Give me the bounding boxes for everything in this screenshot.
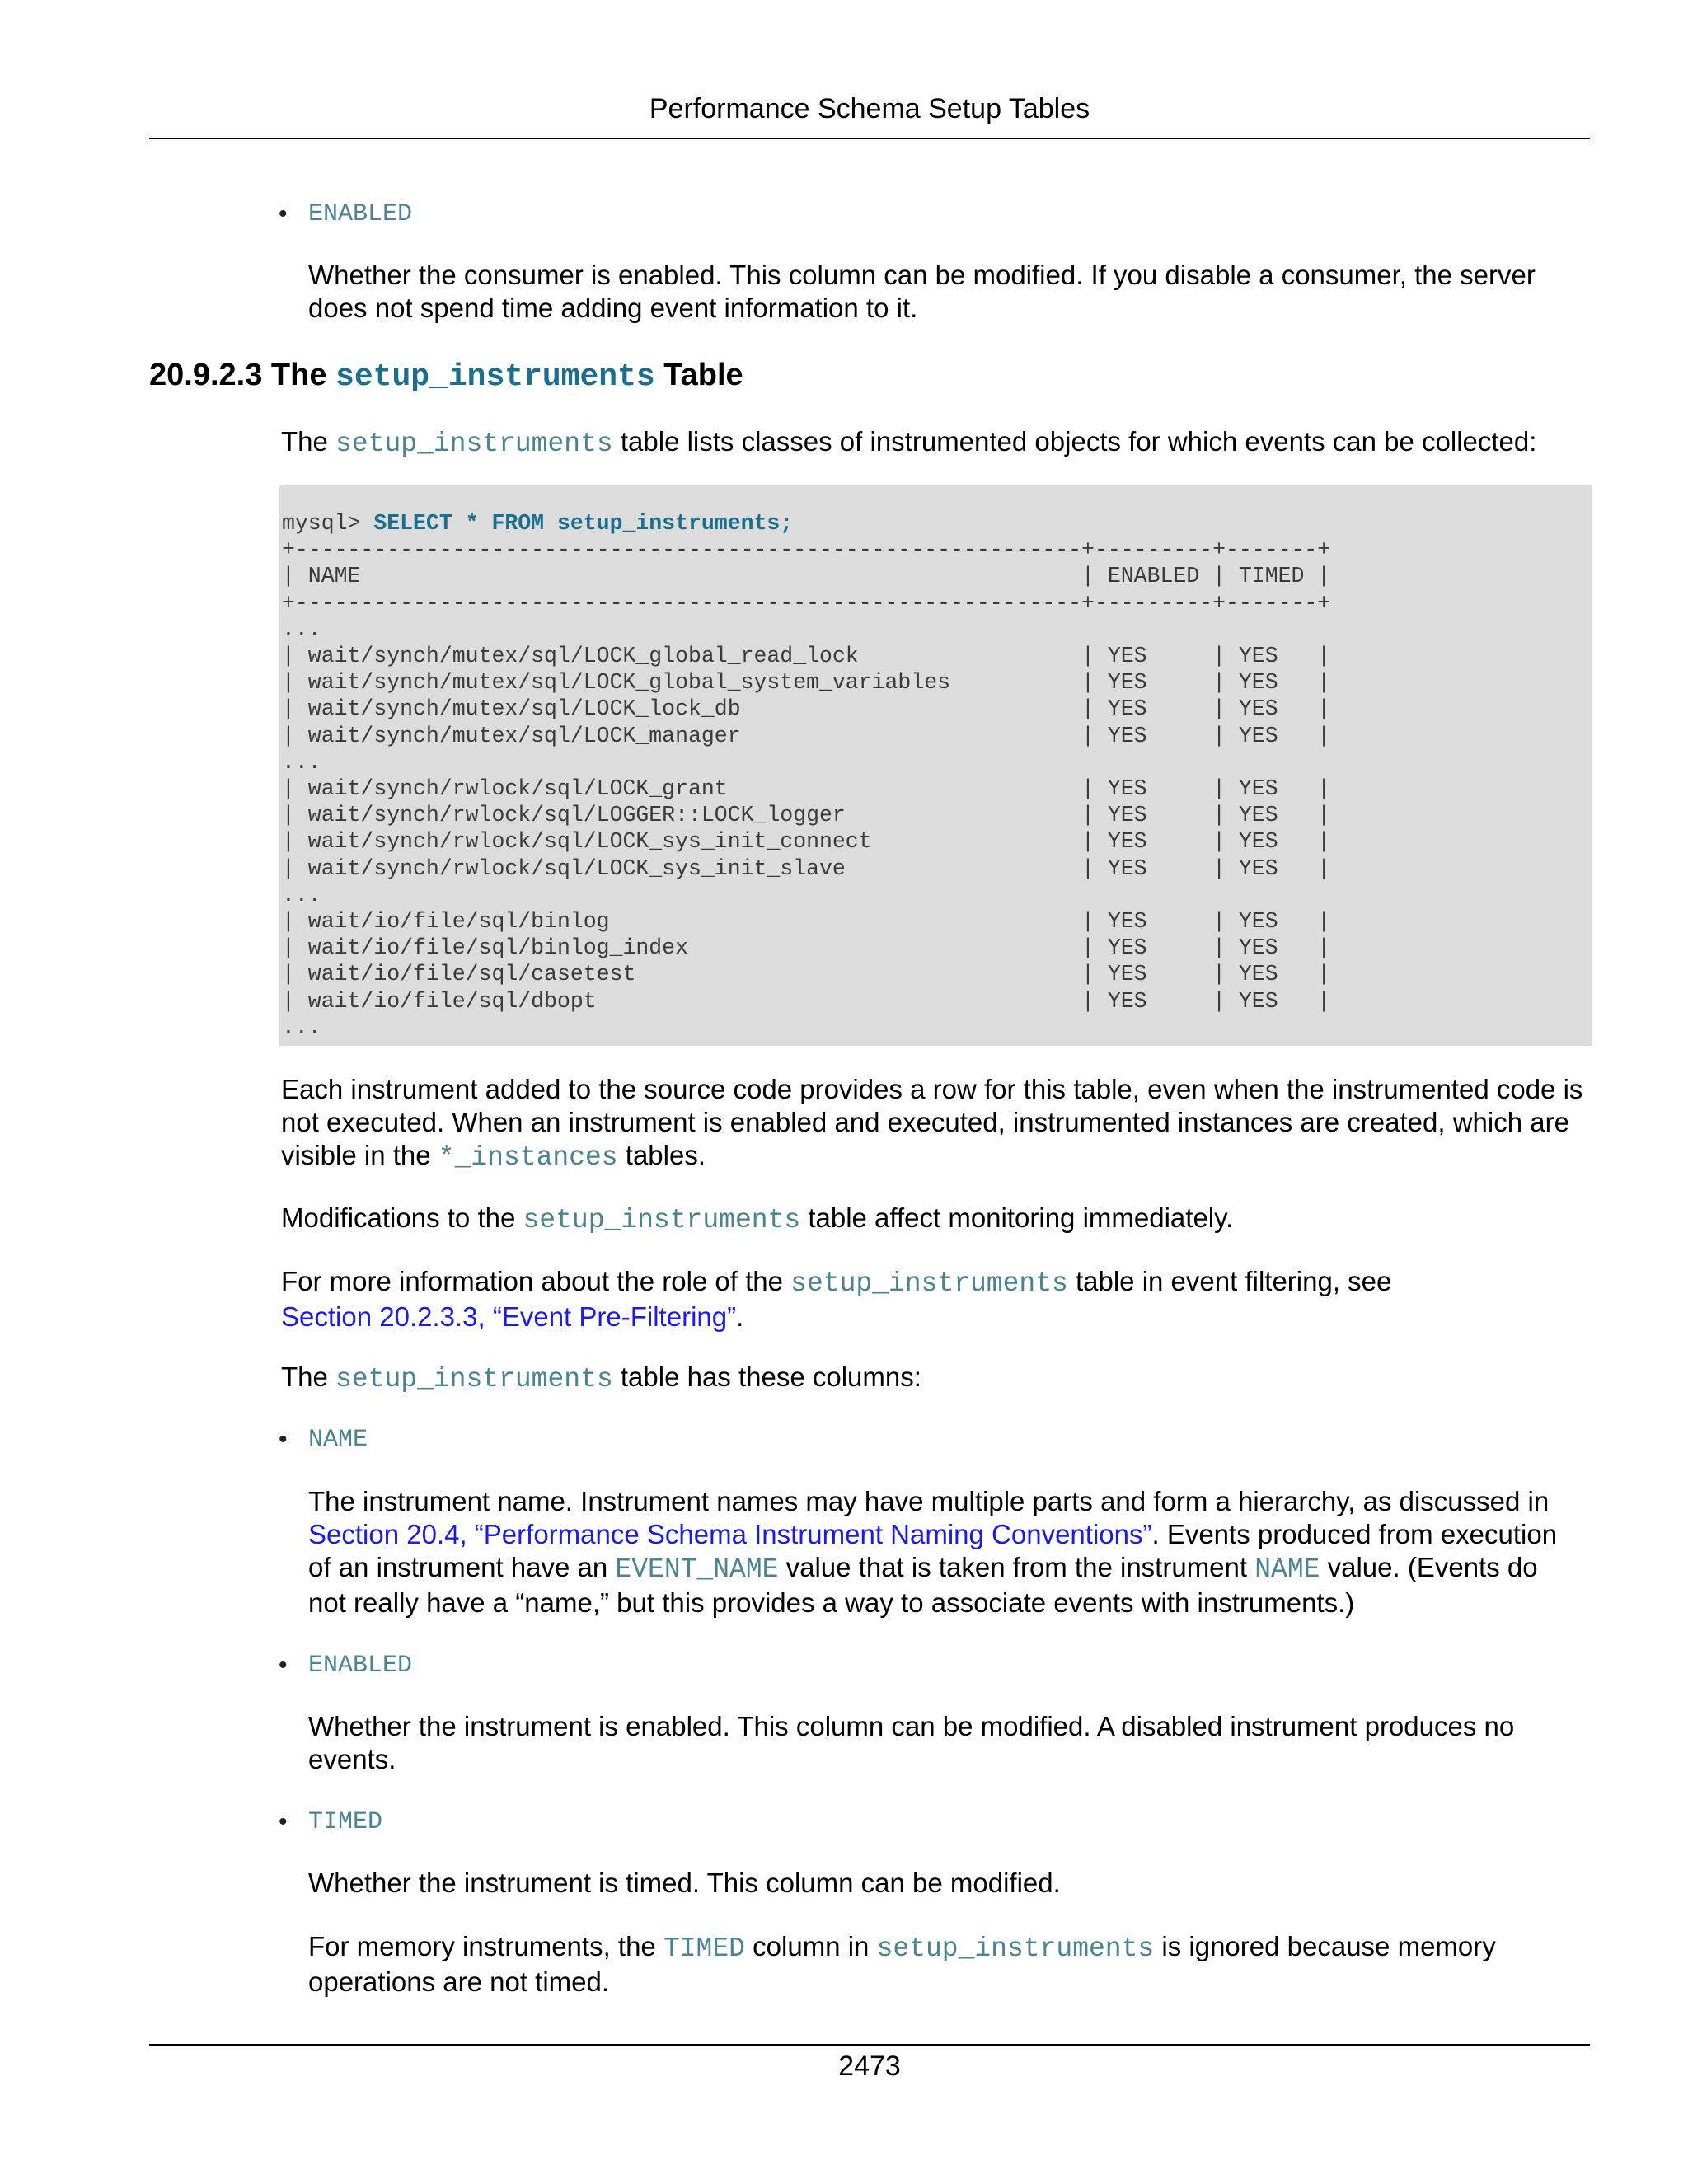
- code-block: [279, 485, 1592, 1046]
- para4-code: setup_instruments: [335, 1364, 613, 1394]
- timed-note-middle: column in: [744, 1931, 877, 1961]
- term-name: NAME: [308, 1426, 368, 1454]
- intro-code: setup_instruments: [335, 429, 613, 459]
- header-rule: [149, 138, 1590, 139]
- table-row: | wait/synch/rwlock/sql/LOCK_sys_init_connect | YES | YES |: [282, 829, 1331, 855]
- name-text3: value that is taken from the instrument: [778, 1552, 1255, 1582]
- section-number: 20.9.2.3 The: [149, 358, 327, 392]
- table-row: | wait/synch/rwlock/sql/LOCK_grant | YES | YES |: [282, 776, 1331, 802]
- table-header-row: | NAME | ENABLED | TIMED |: [282, 564, 1331, 589]
- para2-before: Modifications to the: [281, 1202, 523, 1233]
- timed-note-code1: TIMED: [663, 1933, 745, 1964]
- table-separator: +------------------------------------------------------------+---------+-------+: [282, 590, 1331, 616]
- footer-rule: [149, 2044, 1590, 2046]
- para3-after: .: [736, 1301, 744, 1332]
- ellipsis: ...: [282, 882, 321, 907]
- para1-after: tables.: [617, 1140, 706, 1170]
- ellipsis: ...: [282, 749, 321, 775]
- bullet-dot: •: [279, 1808, 288, 1835]
- name-text2: . Events produced from execution of an instrument have an: [308, 1519, 1558, 1582]
- para3-before: For more information about the role of the: [281, 1266, 791, 1296]
- page-header: Performance Schema Setup Tables: [649, 93, 1090, 124]
- enabled-description: Whether the instrument is enabled. This column can be modified. A disabled instrument produces no events.: [308, 1711, 1515, 1774]
- consumer-enabled-description: Whether the consumer is enabled. This column can be modified. If you disable a consumer, the server does not spend time adding event information to it.: [308, 260, 1536, 323]
- name-text1: The instrument name. Instrument names may have multiple parts and form a hierarchy, as discussed in: [308, 1486, 1550, 1516]
- table-row: | wait/synch/mutex/sql/LOCK_lock_db | YES | YES |: [282, 696, 1331, 722]
- para2-code: setup_instruments: [523, 1205, 801, 1235]
- timed-note-code2: setup_instruments: [876, 1933, 1155, 1964]
- bullet-dot: •: [279, 1652, 288, 1679]
- para4-before: The: [281, 1361, 336, 1392]
- para1-before: Each instrument added to the source code provides a row for this table, even when the instrumented code is not executed. When an instrument is enabled and executed, instrumented instances are created, which are visible in the: [281, 1074, 1583, 1170]
- name-description: [308, 1485, 1578, 1619]
- table-row: | wait/synch/mutex/sql/LOCK_manager | YES | YES |: [282, 723, 1331, 748]
- code-listing: [282, 510, 1330, 1041]
- timed-note-before: For memory instruments, the: [308, 1931, 663, 1961]
- code-command: SELECT * FROM setup_instruments;: [373, 511, 794, 536]
- instrument-rows-paragraph: [281, 1073, 1587, 1174]
- name-text4: value. (Events do not really have a “name,” but this provides a way to associate events with instruments.): [308, 1552, 1538, 1618]
- table-row: | wait/io/file/sql/binlog | YES | YES |: [282, 909, 1331, 935]
- table-row: | wait/io/file/sql/dbopt | YES | YES |: [282, 988, 1331, 1014]
- naming-conventions-link[interactable]: Section 20.4, “Performance Schema Instrument Naming Conventions”: [308, 1519, 1152, 1549]
- term-enabled: ENABLED: [308, 1652, 413, 1680]
- table-row: | wait/synch/mutex/sql/LOCK_global_read_lock | YES | YES |: [282, 644, 1331, 669]
- section-suffix: Table: [663, 358, 743, 392]
- bullet-dot: •: [279, 1426, 288, 1453]
- para4-after: table has these columns:: [612, 1361, 921, 1392]
- table-row: | wait/synch/rwlock/sql/LOCK_sys_init_slave | YES | YES |: [282, 855, 1331, 881]
- para3-code: setup_instruments: [790, 1268, 1068, 1299]
- event-name-code: EVENT_NAME: [615, 1554, 779, 1585]
- instances-code: *_instances: [438, 1142, 618, 1173]
- modifications-paragraph: [281, 1202, 1583, 1237]
- table-row: | wait/io/file/sql/binlog_index | YES | YES |: [282, 935, 1331, 961]
- intro-after: table lists classes of instrumented objects for which events can be collected:: [612, 426, 1537, 457]
- timed-description: Whether the instrument is timed. This column can be modified.: [308, 1868, 1061, 1898]
- intro-before: The: [281, 426, 336, 457]
- code-prompt: mysql>: [282, 511, 374, 536]
- columns-intro-paragraph: [281, 1361, 1583, 1396]
- timed-note-after: is ignored because memory operations are not timed.: [308, 1931, 1496, 1997]
- table-separator: +------------------------------------------------------------+---------+-------+: [282, 537, 1331, 563]
- ellipsis: ...: [282, 1015, 321, 1040]
- term-timed: TIMED: [308, 1808, 383, 1836]
- table-row: | wait/synch/mutex/sql/LOCK_global_system_variables | YES | YES |: [282, 670, 1331, 696]
- section-heading: [149, 354, 743, 398]
- para2-after: table affect monitoring immediately.: [800, 1202, 1234, 1233]
- name-code: NAME: [1254, 1554, 1320, 1585]
- ellipsis: ...: [282, 616, 321, 642]
- table-row: | wait/io/file/sql/casetest | YES | YES |: [282, 962, 1331, 987]
- intro-paragraph: [281, 425, 1583, 461]
- section-code: setup_instruments: [335, 359, 655, 395]
- para3-middle: table in event filtering, see: [1067, 1266, 1392, 1296]
- page-number: 2473: [838, 2050, 901, 2082]
- term-enabled-consumer: ENABLED: [308, 200, 413, 228]
- table-row: | wait/synch/rwlock/sql/LOGGER::LOCK_logger | YES | YES |: [282, 803, 1331, 828]
- event-prefiltering-link[interactable]: Section 20.2.3.3, “Event Pre-Filtering”: [281, 1301, 737, 1332]
- bullet-dot: •: [279, 200, 288, 227]
- timed-note: [308, 1930, 1569, 1999]
- more-info-paragraph: [281, 1265, 1583, 1333]
